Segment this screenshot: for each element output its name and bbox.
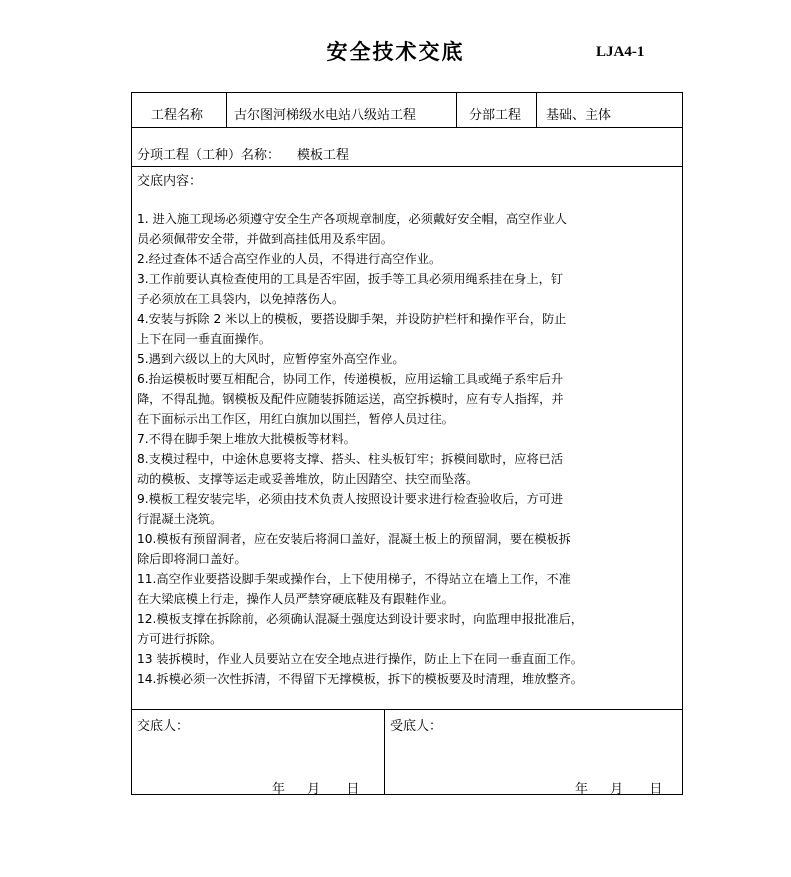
subproject-value: 模板工程 xyxy=(297,148,350,163)
receiver-person-label: 受底人： xyxy=(390,719,443,734)
col-divider xyxy=(384,709,385,795)
date-day: 日 xyxy=(346,782,360,797)
content-line: 5.遇到六级以上的大风时，应暂停室外高空作业。 xyxy=(137,352,405,366)
content-line: 13 装拆模时，作业人员要站立在安全地点进行操作，防止上下在同一垂直面工作。 xyxy=(137,652,583,666)
division-label: 分部工程 xyxy=(469,108,522,123)
content-line: 动的模板、支撑等运走或妥善堆放，防止因踏空、扶空而坠落。 xyxy=(137,472,479,486)
content-line: 4.安装与拆除 2 米以上的模板，要搭设脚手架，并设防护栏杆和操作平台，防止 xyxy=(137,312,567,326)
content-line: 2.经过查体不适合高空作业的人员，不得进行高空作业。 xyxy=(137,252,442,266)
col-divider xyxy=(456,92,457,127)
content-line: 14.拆模必须一次性拆清，不得留下无撑模板，拆下的模板要及时清理，堆放整齐。 xyxy=(137,672,583,686)
receiver-date xyxy=(575,778,662,797)
subproject-label: 分项工程（工种）名称： xyxy=(137,148,281,163)
content-line: 11.高空作业要搭设脚手架或操作台，上下使用梯子，不得站立在墙上工作，不准 xyxy=(137,572,571,586)
content-line: 7.不得在脚手架上堆放大批模板等材料。 xyxy=(137,432,356,446)
content-line: 8.支模过程中，中途休息要将支撑、搭头、柱头板钉牢；拆模间歇时，应将已活 xyxy=(137,452,564,466)
content-line: 方可进行拆除。 xyxy=(137,632,223,646)
content-body xyxy=(137,209,677,689)
row-divider xyxy=(131,709,683,710)
content-line: 1. 进入施工现场必须遵守安全生产各项规章制度，必须戴好安全帽，高空作业人 xyxy=(137,212,567,226)
date-year: 年 xyxy=(575,782,589,797)
content-line: 10.模板有预留洞者，应在安装后将洞口盖好，混凝土板上的预留洞，要在模板拆 xyxy=(137,532,571,546)
document-code: LJA4-1 xyxy=(596,44,645,60)
handover-date xyxy=(272,778,359,797)
content-line: 在大梁底模上行走，操作人员严禁穿硬底鞋及有跟鞋作业。 xyxy=(137,592,454,606)
handover-person-label: 交底人： xyxy=(137,719,190,734)
project-name-label: 工程名称 xyxy=(151,108,204,123)
project-name-value: 古尔图河梯级水电站八级站工程 xyxy=(234,108,417,123)
content-label: 交底内容： xyxy=(137,174,203,189)
content-line: 上下在同一垂直面操作。 xyxy=(137,332,272,346)
content-line: 3.工作前要认真检查使用的工具是否牢固，扳手等工具必须用绳系挂在身上，钉 xyxy=(137,272,564,286)
row-divider xyxy=(131,127,683,128)
content-line: 员必须佩带安全带，并做到高挂低用及系牢固。 xyxy=(137,232,393,246)
document-title: 安全技术交底 xyxy=(326,40,465,64)
date-day: 日 xyxy=(649,782,663,797)
date-month: 月 xyxy=(307,782,321,797)
content-line: 除后即将洞口盖好。 xyxy=(137,552,247,566)
col-divider xyxy=(226,92,227,127)
content-line: 12.模板支撑在拆除前，必须确认混凝土强度达到设计要求时，向监理申报批准后， xyxy=(137,612,583,626)
col-divider xyxy=(536,92,537,127)
date-month: 月 xyxy=(610,782,624,797)
division-value: 基础、主体 xyxy=(546,108,612,123)
date-year: 年 xyxy=(272,782,286,797)
row-divider xyxy=(131,166,683,167)
content-line: 9.模板工程安装完毕，必须由技术负责人按照设计要求进行检查验收后，方可进 xyxy=(137,492,564,506)
content-line: 在下面标示出工作区，用红白旗加以围拦，暂停人员过往。 xyxy=(137,412,454,426)
content-line: 行混凝土浇筑。 xyxy=(137,512,223,526)
content-line: 降，不得乱抛。钢模板及配件应随装拆随运送，高空拆模时，应有专人指挥，并 xyxy=(137,392,564,406)
content-line: 子必须放在工具袋内，以免掉落伤人。 xyxy=(137,292,345,306)
content-line: 6.抬运模板时要互相配合，协同工作，传递模板，应用运输工具或绳子系牢后升 xyxy=(137,372,564,386)
